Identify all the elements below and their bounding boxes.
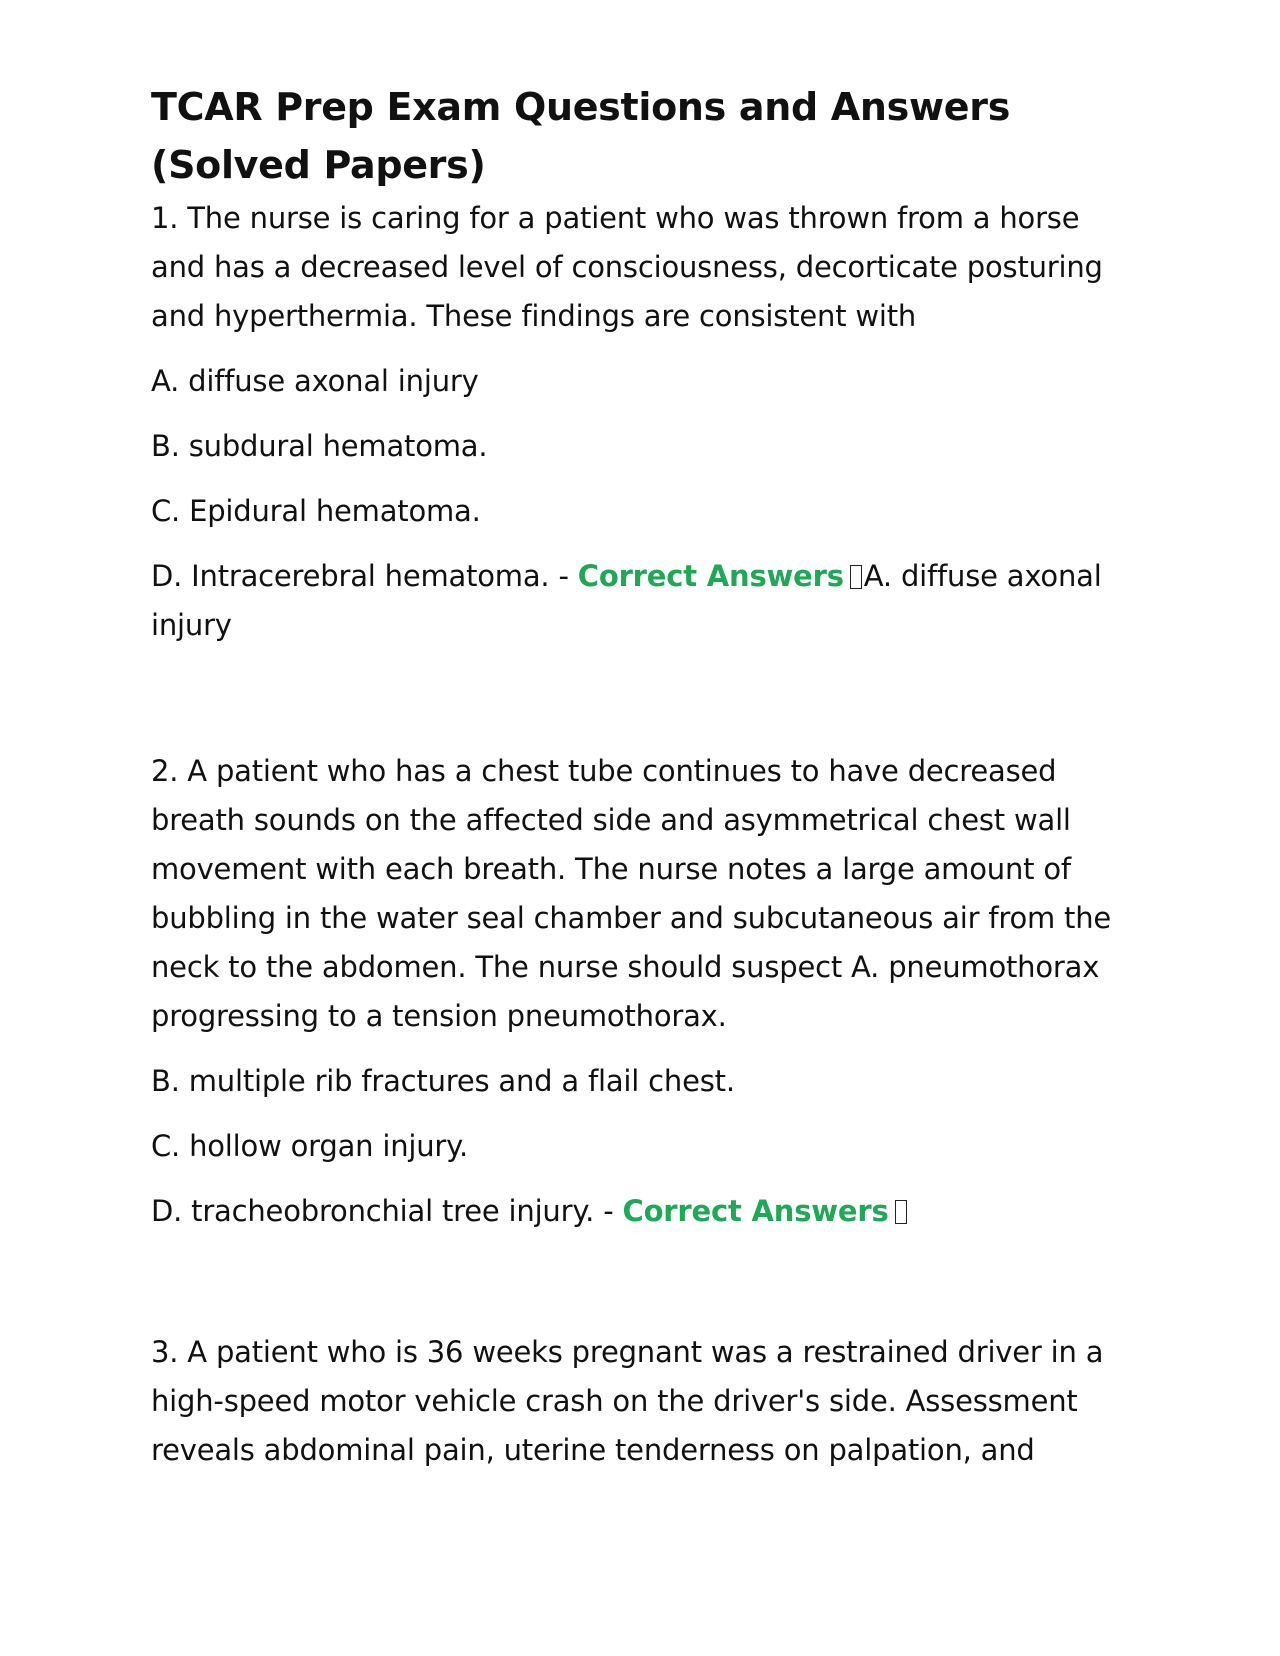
correct-answers-label: Correct Answers [622, 1194, 889, 1228]
missing-glyph-icon [850, 565, 862, 589]
option-c: C. hollow organ injury. [151, 1129, 468, 1163]
question-1 [151, 194, 1131, 650]
option-d: D. tracheobronchial tree injury. - [151, 1194, 623, 1228]
missing-glyph-icon [895, 1200, 907, 1224]
page-title: TCAR Prep Exam Questions and Answers (Solved Papers) [151, 85, 1011, 187]
question-3 [151, 1328, 1131, 1475]
document-page [151, 78, 1131, 1475]
option-b: B. subdural hematoma. [151, 429, 488, 463]
option-b: B. multiple rib fractures and a flail chest. [151, 1064, 735, 1098]
option-d: D. Intracerebral hematoma. - [151, 559, 578, 593]
question-stem: 2. A patient who has a chest tube continues to have decreased breath sounds on the affected side and asymmetrical chest wall movement with each breath. The nurse notes a large amount of bubbling in the water seal chamber and subcutaneous air from the neck to the abdomen. The nurse should suspect A. pneumothorax progressing to a tension pneumothorax. [151, 754, 1112, 1033]
question-2 [151, 747, 1131, 1236]
correct-answers-label: Correct Answers [577, 559, 844, 593]
question-stem: 1. The nurse is caring for a patient who was thrown from a horse and has a decreased level of consciousness, decorticate posturing and hyperthermia. These findings are consistent with [151, 201, 1103, 333]
option-c: C. Epidural hematoma. [151, 494, 481, 528]
option-d-with-answer [151, 1187, 1131, 1236]
correct-answer-text: A. diffuse axonal injury [151, 559, 1102, 642]
option-d-with-answer [151, 552, 1131, 650]
option-a: A. diffuse axonal injury [151, 364, 479, 398]
question-stem: 3. A patient who is 36 weeks pregnant was a restrained driver in a high-speed motor vehicle crash on the driver's side. Assessment reveals abdominal pain, uterine tenderness on palpation, and [151, 1335, 1104, 1467]
